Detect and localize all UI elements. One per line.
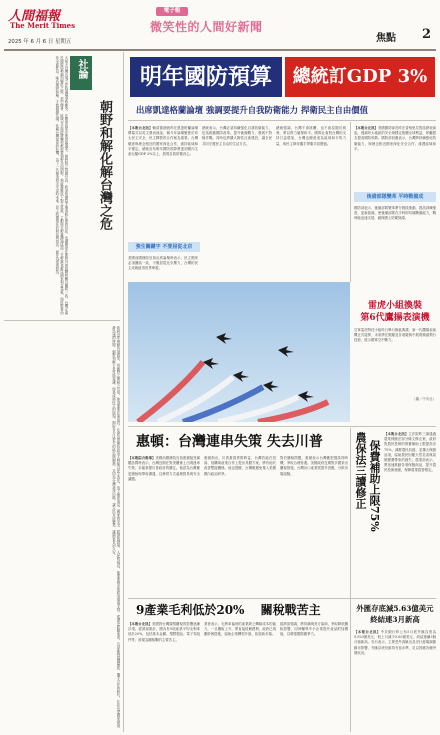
promo-badge: 電子報 [156,7,188,16]
tariff-story-col1: 【本報綜合報導】美國前國務院官員惠頓接受媒體訪問時表示，台灣近期在對美關係上出現連串失策，未能掌握川普政府的關注。他認為台灣應更積極與華府溝通，以務實方式處理貿易與安全議題。 [128,456,200,481]
top-story-subhead-1: 強生關鍵字 不要屈從北京 [128,242,200,252]
reserves-story-headline-2: 終結連3月新高 [370,615,420,624]
top-story-headline [130,57,435,97]
promo-banner: 微笑性的人間好新聞 [150,20,263,34]
economy-story-col3: 經濟部強調，將持續與美方協商，爭取降低關稅影響，同時輔導中小企業提升產品附加價值，以增強國際競爭力。 [280,622,348,637]
editorial-title: 朝野和解化解台灣之危 [97,100,112,230]
farm-story-headline-2: 保費補助上限75% [368,440,381,532]
top-story-subhead-1-body: 美國前國務院官員出席論壇時表示，民主國家必須團結一致，不應屈從北京壓力，台灣的民主成就值得世界珍視。 [128,256,198,271]
right-top-story-subhead: 後備部隊變革 平時戰備成 [354,192,436,202]
issue-date: 2025 年 6 月 6 日 星期五 [8,39,72,45]
newspaper-name: 人間福報 [8,9,61,24]
section-name: 焦點 [376,33,396,44]
top-story-subheadline: 出席凱達格蘭論壇 強調要提升自我防衛能力 捍衛民主自由價值 [136,105,368,115]
right-column-rule [350,122,351,282]
economy-story-headline-second: 關稅戰苦主 [260,603,321,617]
photo-caption-block [354,300,436,420]
left-column-rule [123,52,124,732]
jets-illustration [128,282,350,422]
top-story-col1: 【本報台北訊】賴清德總統昨在凱達格蘭論壇開幕式以英文發表演說，稱今年論壇聚焦於印太民主安全，民主陣營的合作極為重要。台灣願意與理念相近的國家深化合作，維持區域和平穩定。總統宣布明年國防預算將達到國內生產毛額GDP 3%以上，展現自我防衛決心。 [128,126,198,157]
masthead-logo [8,5,66,24]
top-story-col2: 總統表示，台灣必須持續強化自我防衛能力，包括推動國防改革、提升後備戰力、發展不對稱作戰。同時也將擴大韌性社會建設，讓全民共同守護民主自由的生活方式。 [202,126,272,146]
tariff-story-col3: 對於關稅問題，惠頓表示台灣應把握談判時機，爭取合理待遇。美國政府近期對多國祭出關稅措施，台灣出口產業需提早因應，分散市場風險。 [280,456,348,476]
page-number: 2 [422,27,432,42]
masthead-rule [4,49,436,51]
farm-story-headline-1: 農保法三讀修正 [354,432,367,509]
reserves-story-body: 【本報台北訊】中央銀行昨公布5月底外匯存底為5,929億美元，較上月減少5.63億美元，終結連續3個月創新高。央行表示，主要受外資匯出及央行進場調節匯市影響，外匯存底仍維持充裕水準，足以因應各種突發狀況。 [354,630,436,655]
newspaper-english-name: The Merit Times [10,21,76,30]
economy-story-headline [136,603,350,618]
top-story-headline-part1: 明年國防預算 [130,57,282,97]
top-story-rule [128,120,436,121]
editorial-body: 大前天台灣出現立法院議場爭吵衝突、在國會改革法案的審議中，朝野對立持續升高。政治的撕裂不僅消耗社會的信任，也讓國家在面對外部挑戰時難以團結一致。台灣正處於國際局勢劇烈變化之際，美中競爭、區域安全與經濟轉型都需要朝野共同面對。執政黨應放下對立思維，主動與在野黨溝通協商；在野黨也應以國家利益為重，理性監督而非全面杯葛。唯有朝野和解，才能凝聚共識，化解台灣當前的危機，為下一代創造和平安定的未來。民主的價值在於對話與包容，而非仇恨與對抗。 [54,56,68,315]
economy-story-col2: 業者表示，毛利率偏低的產業缺乏轉嫁成本的能力，一旦關稅上升，將直接侵蝕獲利。政府已規劃紓困措施，協助企業轉型升級、拓展新市場。 [204,622,276,637]
tariff-story-headline: 惠頓：台灣連串失策 失去川普 [136,434,323,450]
farm-story-body: 【本報台北訊】立法院昨三讀通過農業保險法部分條文修正案，政府對農民投保的保費補助上限提高至75%，減輕農民負擔，並擴大保險品項，協助農民因應天然災害與氣候變遷帶來的損失。農業部表示，將加速推動各項保險商品，提升農民投保意願，保障農業經營穩定。 [384,432,436,473]
jets-photo [128,282,350,422]
mid-divider [128,426,436,427]
photo-credit: （圖／中央社） [412,397,436,401]
right-top-story-subhead-body: 國防部表示，後備部隊變革將分階段推動，提高訓練強度，更新裝備，使後備部隊在平時即具備戰備能力，戰時能迅速支援，確保國土防衛無虞。 [354,206,436,221]
photo-subheadline: 第6代鷹揚表演機 [360,313,430,323]
economy-story-col1: 【本報台北訊】美國對台灣課徵關稅的影響逐漸浮現。經濟部統計，國內有9項產業平均毛利率低於20%，包括基本金屬、塑膠製品、電子零組件等，被視為關稅戰的主要苦主。 [128,622,200,642]
top-story-col3: 總統強調，台灣不會挑釁，也不會屈服於威脅，將以實力確保和平。國際社會對台灣的支持日益增加，台灣也願意成為區域和平的力量，與民主夥伴攜手捍衛共同價值。 [276,126,346,146]
editorial-tag: 社論 [70,56,92,90]
photo-caption: 空軍雷虎特技小組昨日舉行換裝典禮，新一代鷹揚表演機正式接棒，未來將在國慶及各項慶典中展現精湛飛行技術，展示國軍空中戰力。 [354,328,436,343]
lower-divider [128,598,436,599]
reserves-story-headline-1: 外匯存底減5.63億美元 [356,604,434,613]
tariff-story-col2: 惠頓指出，川普重視實際利益，台灣若能在投資、採購與產業合作上提出具體方案，將有助於改善雙邊關係。他也提醒，台灣應避免捲入美國國內政治紛爭。 [204,456,276,476]
top-story-headline-part2: 總統訂GDP 3% [285,57,435,97]
right-top-story-body: 【本報台北訊】美國國防部長昨在香格里拉對話發表演說，強調印太地區的安全與穩定攸關全球利益，呼籲盟友提高國防預算。國防部回應表示，台灣將持續強化防衛能力，與理念相近國家深化安全合作，維護區域和平。 [354,126,436,151]
right-mid-rule [350,428,351,732]
economy-story-headline-main: 9產業毛利低於20% [136,603,245,617]
left-lower-body: 政府近年推動各項改革，但朝野之間缺乏互信，使得重要法案延宕。社會各界期待政治人物能以民生為先，放下黨派成見。國家的安全、經濟的發展、人民的福祉，都需要穩定的政治環境支持。從歷史經驗來看，凡是能夠超越黨派、攜手合作的時代，往往也是國家發展最迅速的時期。朝野和解不是妥協退讓，而是成熟民主的展現。期盼各方以更大的格局與胸襟，共同為台灣尋找出路，讓人民安居樂業，讓國家長治久安。 [111,326,120,728]
masthead [4,3,436,47]
left-divider [4,320,120,321]
photo-headline: 雷虎小組換裝 [367,301,422,311]
